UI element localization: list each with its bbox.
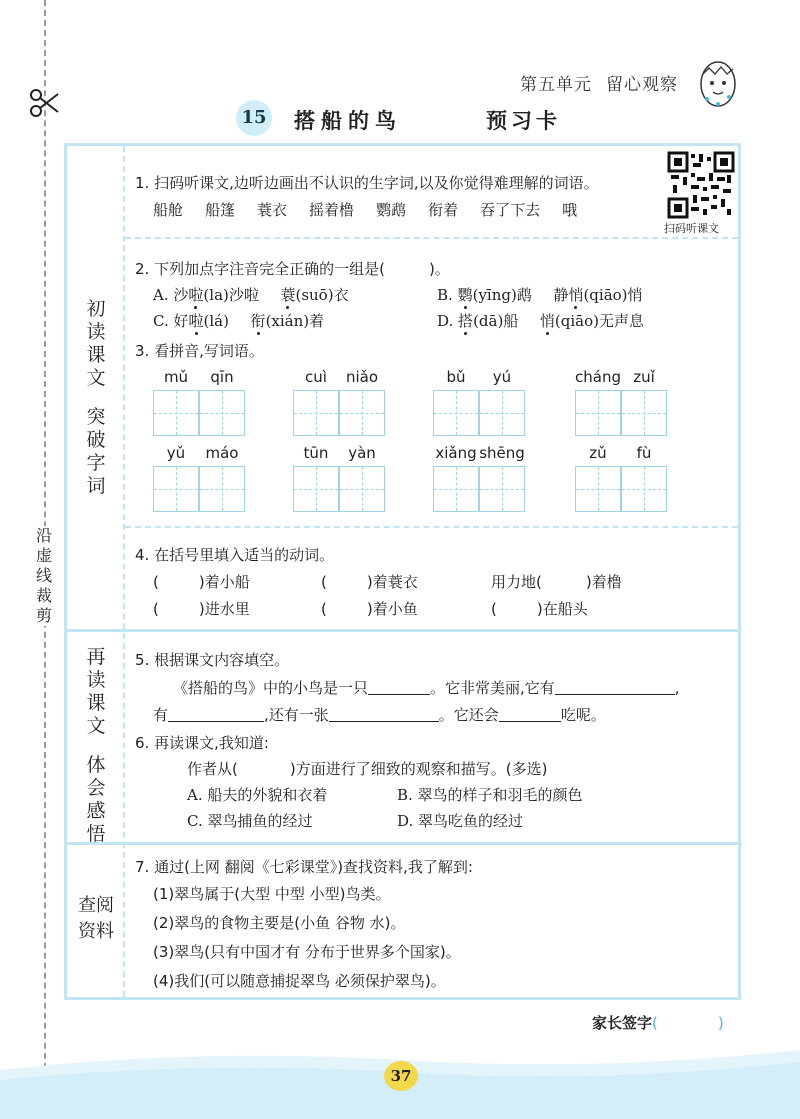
writing-box[interactable] — [433, 390, 479, 436]
q5-line-2: 有 ,还有一张 。它还会 吃呢。 — [153, 706, 606, 724]
q6-question[interactable]: 作者从( )方面进行了细致的观察和描写。(多选) — [187, 760, 548, 778]
q3-prompt: 3. 看拼音,写词语。 — [135, 342, 264, 360]
pinyin-label: tūn — [303, 444, 329, 462]
pinyin-label: fù — [636, 444, 652, 462]
cut-char: 沿 — [35, 526, 52, 545]
worksheet-frame — [64, 143, 741, 1000]
q1-word-list — [153, 199, 599, 220]
label-char: 会 — [86, 777, 106, 799]
fill-blank[interactable] — [499, 707, 561, 722]
q6-option-b[interactable]: B. 翠鸟的样子和羽毛的颜色 — [397, 786, 583, 804]
sign-label: 家长签字 — [592, 1014, 653, 1032]
writing-box[interactable] — [479, 390, 525, 436]
writing-box[interactable] — [199, 466, 245, 512]
label-char: 资 — [78, 921, 96, 942]
q4-item[interactable]: ( )着蓑衣 — [321, 573, 418, 591]
q6-prompt: 6. 再读课文,我知道: — [135, 734, 269, 752]
writing-box[interactable] — [199, 390, 245, 436]
q2-option-a[interactable]: A. 沙啦(la)沙啦 蓑(suō)衣 — [153, 286, 349, 304]
parent-signature[interactable]: 家长签字( ) — [592, 1014, 724, 1032]
card-label: 预习卡 — [486, 109, 561, 133]
q7-item[interactable]: (3)翠鸟(只有中国才有 分布于世界多个国家)。 — [153, 943, 461, 961]
cut-instruction — [30, 526, 58, 626]
q4-item[interactable]: 用力地( )着橹 — [491, 573, 622, 591]
label-char: 读 — [86, 321, 106, 343]
scissors-icon — [27, 86, 61, 120]
label-char: 阅 — [96, 895, 114, 916]
q1-prompt: 1. 扫码听课文,边听边画出不认识的生字词,以及你觉得难理解的词语。 — [135, 174, 599, 192]
section-label-column — [67, 146, 125, 997]
writing-box[interactable] — [575, 466, 621, 512]
unit-theme: 留心观察 — [606, 75, 678, 95]
writing-box[interactable] — [153, 466, 199, 512]
q6-option-d[interactable]: D. 翠鸟吃鱼的经过 — [397, 812, 524, 830]
label-char: 突 — [86, 406, 106, 428]
vocab-word: 吞了下去 — [480, 201, 541, 219]
label-char: 再 — [86, 646, 106, 668]
vocab-word: 衔着 — [428, 201, 459, 219]
lesson-title-bar — [236, 100, 736, 140]
label-char: 字 — [86, 452, 106, 474]
q6-option-a[interactable]: A. 船夫的外貌和衣着 — [187, 786, 328, 804]
pinyin-label: zuǐ — [633, 368, 655, 386]
q4-item[interactable]: ( )着小船 — [153, 573, 250, 591]
label-char: 感 — [86, 800, 106, 822]
pinyin-label: cuì — [305, 368, 327, 386]
pinyin-label: bǔ — [446, 368, 466, 386]
pinyin-label: yú — [492, 368, 512, 386]
writing-box[interactable] — [339, 466, 385, 512]
label-char: 读 — [86, 669, 106, 691]
q4-prompt: 4. 在括号里填入适当的动词。 — [135, 546, 335, 564]
section-label-first-read — [81, 298, 111, 498]
qr-label: 扫码听课文 — [664, 222, 719, 235]
writing-box[interactable] — [153, 390, 199, 436]
writing-box[interactable] — [433, 466, 479, 512]
section-label-reread — [81, 646, 111, 846]
pinyin-label: niǎo — [345, 368, 379, 386]
section-divider — [67, 629, 738, 632]
writing-box[interactable] — [293, 466, 339, 512]
q2-option-b[interactable]: B. 鹦(yīng)鹉 静悄(qiāo)悄 — [437, 286, 643, 304]
writing-box[interactable] — [339, 390, 385, 436]
pinyin-label: xiǎng — [435, 444, 477, 462]
section-divider — [67, 842, 738, 845]
q4-item[interactable]: ( )着小鱼 — [321, 600, 418, 618]
q7-item[interactable]: (1)翠鸟属于(大型 中型 小型)鸟类。 — [153, 885, 391, 903]
pinyin-label: yǔ — [166, 444, 186, 462]
writing-box[interactable] — [479, 466, 525, 512]
q5-line-1: 《搭船的鸟》中的小鸟是一只 。它非常美丽,它有 , — [173, 679, 680, 697]
divider — [125, 237, 738, 239]
pinyin-label: cháng — [575, 368, 621, 386]
unit-number: 第五单元 — [520, 75, 592, 95]
pinyin-label: máo — [205, 444, 239, 462]
vocab-word: 鹦鹉 — [376, 201, 407, 219]
page-number: 37 — [384, 1061, 418, 1091]
pinyin-label: shēng — [479, 444, 525, 462]
label-char — [81, 738, 111, 754]
qr-code-icon[interactable] — [667, 151, 735, 219]
q2-option-d[interactable]: D. 搭(dā)船 悄(qiāo)无声息 — [437, 312, 644, 330]
q2-prompt-end: )。 — [428, 260, 450, 278]
lesson-number: 15 — [236, 100, 272, 136]
pinyin-label: qīn — [210, 368, 234, 386]
cut-char: 剪 — [35, 606, 52, 625]
writing-box[interactable] — [293, 390, 339, 436]
q6-option-c[interactable]: C. 翠鸟捕鱼的经过 — [187, 812, 313, 830]
label-char: 料 — [96, 921, 114, 942]
label-char: 初 — [86, 298, 106, 320]
pinyin-label: zǔ — [589, 444, 607, 462]
q2-prompt — [135, 258, 450, 279]
q2-option-c[interactable]: C. 好啦(lá) 衔(xián)着 — [153, 312, 325, 330]
vocab-word: 摇着橹 — [309, 201, 355, 219]
vocab-word: 哦 — [562, 201, 578, 219]
label-char: 课 — [86, 692, 106, 714]
writing-box[interactable] — [621, 390, 667, 436]
label-char: 文 — [86, 715, 106, 737]
vocab-word: 蓑衣 — [257, 201, 288, 219]
fill-blank[interactable] — [168, 707, 264, 722]
label-char: 文 — [86, 367, 106, 389]
label-char: 课 — [86, 344, 106, 366]
section-label-research — [74, 893, 118, 945]
q7-prompt: 7. 通过(上网 翻阅《七彩课堂》)查找资料,我了解到: — [135, 858, 473, 876]
label-char: 查 — [78, 895, 96, 916]
divider — [125, 526, 738, 528]
cut-char: 虚 — [35, 546, 52, 565]
vocab-word: 船篷 — [205, 201, 236, 219]
cut-char: 线 — [35, 566, 52, 585]
label-char: 体 — [86, 754, 106, 776]
writing-box[interactable] — [575, 390, 621, 436]
q2-prompt-text: 2. 下列加点字注音完全正确的一组是( — [135, 260, 385, 278]
label-char — [81, 390, 111, 406]
vocab-word: 船舱 — [153, 201, 184, 219]
lesson-title: 搭船的鸟 — [294, 109, 402, 133]
fill-blank[interactable] — [555, 680, 675, 695]
label-char: 悟 — [86, 823, 106, 845]
fill-blank[interactable] — [329, 707, 439, 722]
writing-box[interactable] — [621, 466, 667, 512]
pinyin-label: mǔ — [163, 368, 189, 386]
cut-char: 裁 — [35, 586, 52, 605]
q5-prompt: 5. 根据课文内容填空。 — [135, 651, 290, 669]
unit-header — [520, 70, 692, 95]
q4-item[interactable]: ( )进水里 — [153, 600, 250, 618]
q7-item[interactable]: (4)我们(可以随意捕捉翠鸟 必须保护翠鸟)。 — [153, 972, 446, 990]
label-char: 破 — [86, 429, 106, 451]
label-char: 词 — [86, 475, 106, 497]
q7-item[interactable]: (2)翠鸟的食物主要是(小鱼 谷物 水)。 — [153, 914, 406, 932]
pinyin-label: yàn — [348, 444, 376, 462]
fill-blank[interactable] — [368, 680, 430, 695]
q4-item[interactable]: ( )在船头 — [491, 600, 588, 618]
